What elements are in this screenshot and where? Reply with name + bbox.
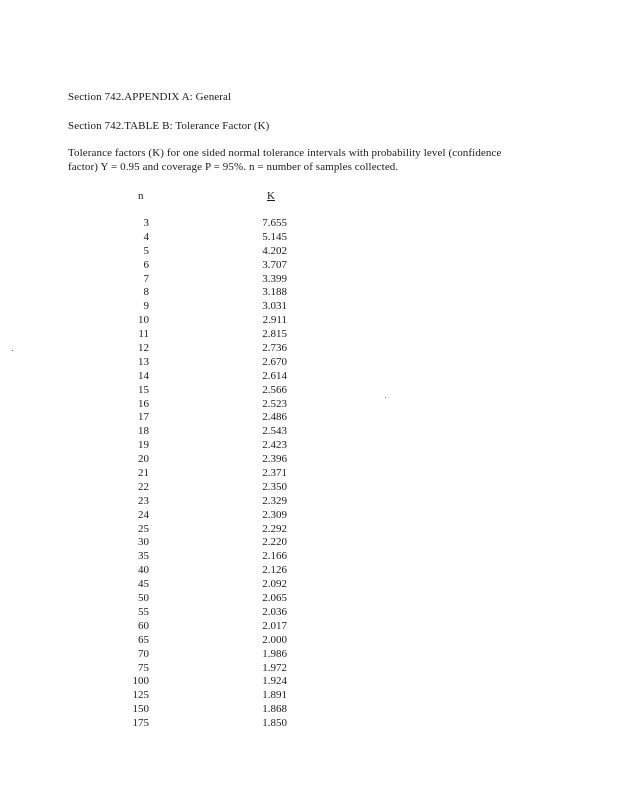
cell-n: 70 xyxy=(138,647,149,660)
cell-n: 17 xyxy=(138,411,149,424)
cell-k: 2.329 xyxy=(262,494,287,507)
cell-n: 35 xyxy=(138,550,149,563)
description-line-2: factor) Y = 0.95 and coverage P = 95%. n = number of samples collected. xyxy=(68,161,399,173)
cell-k: 2.000 xyxy=(262,633,287,646)
table-row xyxy=(100,578,320,592)
cell-n: 100 xyxy=(132,675,149,688)
cell-k: 7.655 xyxy=(262,217,287,229)
cell-n: 15 xyxy=(138,383,149,396)
cell-k: 2.423 xyxy=(262,439,287,452)
cell-n: 12 xyxy=(138,342,149,355)
table-row xyxy=(100,425,320,439)
table-row xyxy=(100,398,320,412)
cell-n: 3 xyxy=(143,217,149,229)
table-row xyxy=(100,689,320,703)
cell-k: 2.523 xyxy=(262,397,287,410)
table-row xyxy=(100,523,320,537)
table-row xyxy=(100,467,320,481)
cell-k: 1.972 xyxy=(262,661,287,674)
cell-k: 1.924 xyxy=(262,675,287,688)
column-header-k: K xyxy=(267,190,275,202)
cell-k: 2.350 xyxy=(262,480,287,493)
table-row xyxy=(100,564,320,578)
scan-speck xyxy=(385,397,386,398)
cell-n: 25 xyxy=(138,522,149,535)
cell-k: 5.145 xyxy=(262,230,287,243)
table-row xyxy=(100,648,320,662)
cell-k: 1.850 xyxy=(262,717,287,730)
table-row xyxy=(100,231,320,245)
cell-n: 14 xyxy=(138,369,149,382)
table-row xyxy=(100,495,320,509)
cell-k: 2.614 xyxy=(262,369,287,382)
table-row xyxy=(100,481,320,495)
table-row xyxy=(100,536,320,550)
cell-k: 3.188 xyxy=(262,286,287,299)
cell-k: 2.486 xyxy=(262,411,287,424)
cell-k: 2.736 xyxy=(262,342,287,355)
cell-k: 3.399 xyxy=(262,272,287,285)
cell-k: 2.065 xyxy=(262,592,287,605)
cell-k: 2.543 xyxy=(262,425,287,438)
table-row xyxy=(100,300,320,314)
cell-n: 10 xyxy=(138,314,149,327)
table-row xyxy=(100,453,320,467)
cell-k: 2.815 xyxy=(262,328,287,341)
cell-n: 9 xyxy=(143,300,149,313)
cell-k: 3.707 xyxy=(262,258,287,271)
cell-k: 4.202 xyxy=(262,244,287,257)
scan-speck xyxy=(12,350,13,351)
cell-k: 2.292 xyxy=(262,522,287,535)
cell-n: 150 xyxy=(132,703,149,716)
cell-k: 3.031 xyxy=(262,300,287,313)
cell-k: 1.868 xyxy=(262,703,287,716)
table-row xyxy=(100,245,320,259)
table-row xyxy=(100,286,320,300)
cell-n: 4 xyxy=(143,230,149,243)
section-title: Section 742.APPENDIX A: General xyxy=(68,91,232,103)
table-row xyxy=(100,370,320,384)
cell-n: 8 xyxy=(143,286,149,299)
cell-n: 19 xyxy=(138,439,149,452)
cell-k: 2.092 xyxy=(262,578,287,591)
table-row xyxy=(100,356,320,370)
table-row xyxy=(100,634,320,648)
cell-k: 2.017 xyxy=(262,619,287,632)
table-row xyxy=(100,439,320,453)
table-row xyxy=(100,703,320,717)
table-row xyxy=(100,259,320,273)
table-row xyxy=(100,675,320,689)
table-row xyxy=(100,328,320,342)
cell-n: 24 xyxy=(138,508,149,521)
cell-k: 1.986 xyxy=(262,647,287,660)
cell-k: 2.126 xyxy=(262,564,287,577)
tolerance-factor-table xyxy=(100,217,320,731)
cell-n: 60 xyxy=(138,619,149,632)
cell-n: 125 xyxy=(132,689,149,702)
cell-k: 2.166 xyxy=(262,550,287,563)
cell-n: 16 xyxy=(138,397,149,410)
cell-n: 65 xyxy=(138,633,149,646)
cell-k: 2.670 xyxy=(262,355,287,368)
cell-k: 2.566 xyxy=(262,383,287,396)
cell-n: 75 xyxy=(138,661,149,674)
cell-n: 175 xyxy=(132,717,149,730)
cell-n: 55 xyxy=(138,605,149,618)
table-row xyxy=(100,620,320,634)
cell-n: 22 xyxy=(138,480,149,493)
table-row xyxy=(100,509,320,523)
cell-n: 18 xyxy=(138,425,149,438)
table-title: Section 742.TABLE B: Tolerance Factor (K) xyxy=(68,120,270,132)
table-row xyxy=(100,717,320,731)
cell-n: 45 xyxy=(138,578,149,591)
column-header-n: n xyxy=(138,190,144,202)
cell-n: 21 xyxy=(138,467,149,480)
cell-n: 7 xyxy=(143,272,149,285)
table-row xyxy=(100,606,320,620)
cell-k: 2.396 xyxy=(262,453,287,466)
cell-n: 6 xyxy=(143,258,149,271)
table-row xyxy=(100,342,320,356)
table-row xyxy=(100,384,320,398)
cell-k: 2.371 xyxy=(262,467,287,480)
table-row xyxy=(100,314,320,328)
cell-n: 30 xyxy=(138,536,149,549)
cell-k: 2.309 xyxy=(262,508,287,521)
cell-k: 2.036 xyxy=(262,605,287,618)
cell-n: 40 xyxy=(138,564,149,577)
cell-n: 20 xyxy=(138,453,149,466)
table-row xyxy=(100,662,320,676)
description-line-1: Tolerance factors (K) for one sided normal tolerance intervals with probability level (confidence xyxy=(68,147,502,159)
table-row xyxy=(100,550,320,564)
cell-k: 2.220 xyxy=(262,536,287,549)
cell-n: 13 xyxy=(138,355,149,368)
cell-k: 2.911 xyxy=(262,314,287,327)
cell-n: 5 xyxy=(143,244,149,257)
table-row xyxy=(100,273,320,287)
table-row xyxy=(100,411,320,425)
table-row xyxy=(100,592,320,606)
cell-n: 11 xyxy=(138,328,149,341)
table-row xyxy=(100,217,320,231)
cell-n: 23 xyxy=(138,494,149,507)
cell-n: 50 xyxy=(138,592,149,605)
cell-k: 1.891 xyxy=(262,689,287,702)
